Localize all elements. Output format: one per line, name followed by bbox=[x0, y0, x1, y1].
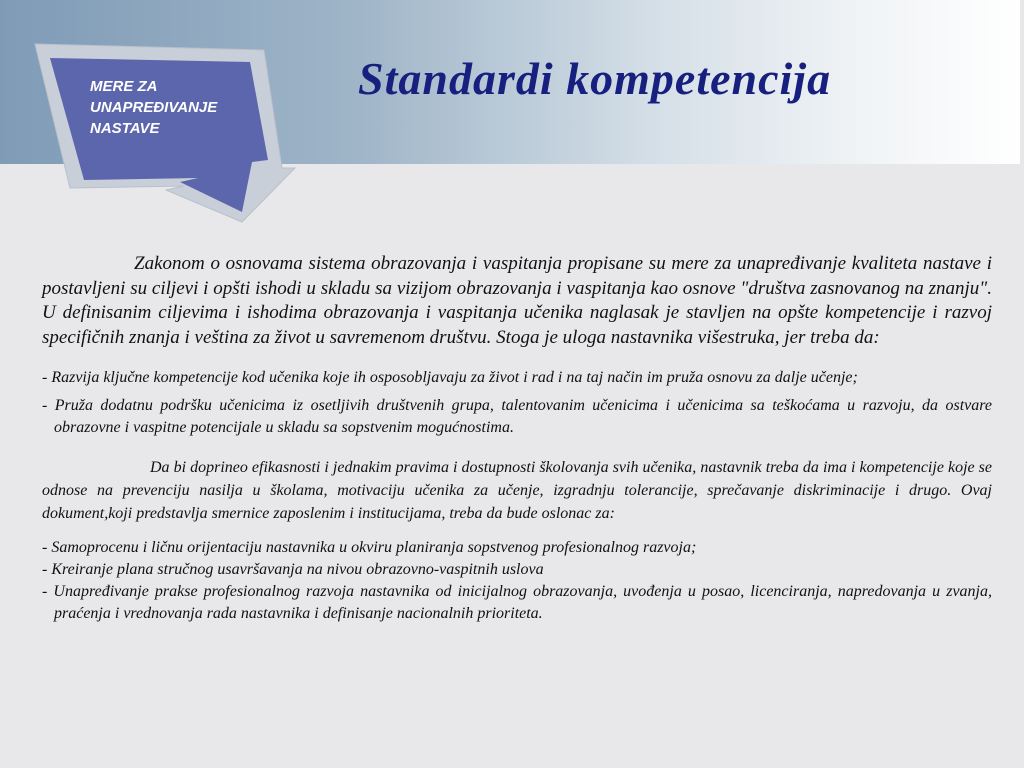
list-item: - Unapređivanje prakse profesionalnog razvoja nastavnika od inicijalnog obrazovanja, uvođenja u posao, licenciranja, napredovanja u zvanja, praćenja i vrednovanja rada nastavnika i definisanje nacionalnih prioriteta. bbox=[42, 583, 992, 622]
list-item: - Samoprocenu i ličnu orijentaciju nastavnika u okviru planiranja sopstvenog profesionalnog razvoja; bbox=[42, 539, 697, 556]
teacher-role-list bbox=[42, 367, 992, 439]
document-purpose-list bbox=[42, 537, 992, 625]
list-item: - Kreiranje plana stručnog usavršavanja na nivou obrazovno-vaspitnih uslova bbox=[42, 561, 544, 578]
callout-label: MERE ZA UNAPREĐIVANJE NASTAVE bbox=[90, 78, 218, 137]
page-title: Standardi kompetencija bbox=[358, 53, 832, 104]
list-item: - Pruža dodatnu podršku učenicima iz osetljivih društvenih grupa, talentovanim učenicima i učenicima sa teškoćama u razvoju, da ostvare obrazovne i vaspitne potencijale u skladu sa sopstvenim mogućnostima. bbox=[42, 397, 992, 436]
list-item: - Razvija ključne kompetencije kod učenika koje ih osposobljavaju za život i rad i na taj način im pruža osnovu za dalje učenje; bbox=[42, 369, 858, 386]
second-paragraph: Da bi doprineo efikasnosti i jednakim pravima i dostupnosti školovanja svih učenika, nastavnik treba da ima i kompetencije koje se odnose na prevenciju nasilja u školama, motivaciju učenika za učenje, izgradnju tolerancije, sprečavanje diskriminacije i drugo. Ovaj dokument,koji predstavlja smernice zaposlenim i institucijama, treba da bude oslonac za: bbox=[42, 459, 992, 522]
intro-paragraph: Zakonom o osnovama sistema obrazovanja i vaspitanja propisane su mere za unapređivanje kvaliteta nastave i postavljeni su ciljevi i opšti ishodi u skladu sa vizijom obrazovanja i vaspitanja kao osnove "društva zasnovanog na znanju". U definisanim ciljevima i ishodima obrazovanja i vaspitanja učenika naglasak je stavljen na opšte kompetencije i razvoj specifičnih znanja i veština za život u savremenom društvu. Stoga je uloga nastavnika višestruka, jer treba da: bbox=[42, 253, 992, 348]
header-edge bbox=[1020, 0, 1024, 164]
main-content bbox=[42, 252, 992, 625]
